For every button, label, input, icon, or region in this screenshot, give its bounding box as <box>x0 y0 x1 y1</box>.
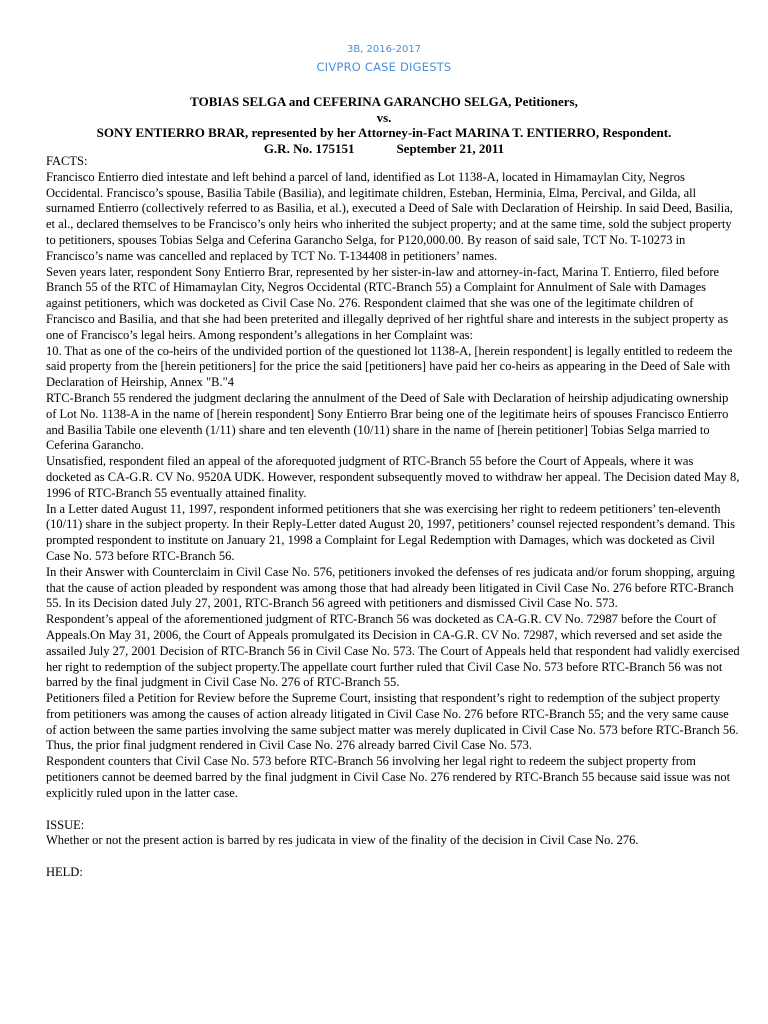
header-subject: CIVPRO CASE DIGESTS <box>316 60 452 74</box>
case-gr-number: G.R. No. 175151 <box>263 140 355 156</box>
held-label: HELD: <box>46 865 83 880</box>
section-spacer <box>46 849 740 865</box>
facts-paragraph: Petitioners filed a Petition for Review before the Supreme Court, insisting that respondent’s right to redemption of the subject property from petitioners was among the causes of action already litigated in Civil Case No. 276 before RTC-Branch 55; and the very same cause of action between the same parties involving the same subject matter was merely duplicated in Civil Case No. 573 before RTC-Branch 56. Thus, the prior final judgment rendered in Civil Case No. 276 already barred Civil Case No. 573. <box>46 691 739 753</box>
case-respondent: SONY ENTIERRO BRAR, represented by her Attorney-in-Fact MARINA T. ENTIERRO, Respondent. <box>96 125 672 140</box>
facts-paragraph: Respondent’s appeal of the aforementioned judgment of RTC-Branch 56 was docketed as CA-G.R. CV No. 72987 before the Court of Appeals.On May 31, 2006, the Court of Appeals promulgated its Decision in CA-G.R. CV No. 72987, which reversed and set aside the assailed July 27, 2001 Decision of RTC-Branch 56 in Civil Case No. 573. The Court of Appeals held that respondent had validly exercised her right to redemption of the subject property.The appellate court further ruled that Civil Case No. 573 before RTC-Branch 56 was not barred by the final judgment in Civil Case No. 276 of RTC-Branch 55. <box>46 612 740 690</box>
facts-paragraph: Seven years later, respondent Sony Entierro Brar, represented by her sister-in-law and attorney-in-fact, Marina T. Entierro, filed before Branch 55 of the RTC of Himamaylan City, Negros Occidental (RTC-Branch 55) a Complaint for Annulment of Sale with Damages against petitioners, which was docketed as Civil Case No. 276. Respondent claimed that she was one of the legitimate children of Francisco and Basilia, and that she had been preterited and illegally deprived of her rightful share and interests in the subject property as one of Francisco’s legal heirs. Among respondent’s allegations in her Complaint was: <box>46 264 729 342</box>
facts-paragraph: Unsatisfied, respondent filed an appeal of the aforequoted judgment of RTC-Branch 55 before the Court of Appeals, where it was docketed as CA-G.R. CV No. 9520A UDK. However, respondent subsequently moved to withdraw her appeal. The Decision dated May 8, 1996 of RTC-Branch 55 eventually attained finality. <box>46 454 740 500</box>
facts-paragraph: RTC-Branch 55 rendered the judgment declaring the annulment of the Deed of Sale with Declaration of heirship adjudicating ownership of Lot No. 1138-A in the name of [herein respondent] Sony Entierro Brar being one of the legitimate heirs of spouses Francisco Entierro and Basilia Tabile one eleventh (1/11) share and ten eleventh (10/11) share in the name of [herein petitioner] Tobias Selga married to Ceferina Garancho. <box>46 390 729 453</box>
facts-paragraph: Respondent counters that Civil Case No. 573 before RTC-Branch 56 involving her legal right to redeem the subject property from petitioners cannot be deemed barred by the final judgment in Civil Case No. 276 rendered by RTC-Branch 55 because said issue was not explicitly ruled upon in the latter case. <box>46 754 731 800</box>
issue-text: Whether or not the present action is barred by res judicata in view of the finality of the decision in Civil Case No. 276. <box>46 833 639 848</box>
section-spacer <box>46 802 740 818</box>
facts-label: FACTS: <box>46 154 88 168</box>
case-title <box>20 94 748 156</box>
facts-paragraph: In a Letter dated August 11, 1997, respondent informed petitioners that she was exercising her right to redeem petitioners’ ten-eleventh (10/11) share in the subject property. In their Reply-Letter dated August 20, 1997, petitioners’ counsel rejected respondent’s demand. This prompted respondent to institute on January 21, 1998 a Complaint for Legal Redemption with Damages, which was docketed as Civil Case No. 573 before RTC-Branch 56. <box>46 501 736 563</box>
facts-paragraph: 10. That as one of the co-heirs of the undivided portion of the questioned lot 1138-A, [herein respondent] is legally entitled to redeem the said property from the [herein petitioners] for the price the said [petitioners] have paid her co-heirs as appearing in the Deed of Sale with Declaration of Heirship, Annex "B."4 <box>46 343 733 390</box>
facts-paragraph: In their Answer with Counterclaim in Civil Case No. 576, petitioners invoked the defenses of res judicata and/or forum shopping, arguing that the cause of action pleaded by respondent was among those that had already been litigated in Civil Case No. 276 before RTC-Branch 55. In its Decision dated July 27, 2001, RTC-Branch 56 agreed with petitioners and dismissed Civil Case No. 573. <box>46 564 735 611</box>
case-versus: vs. <box>376 109 392 125</box>
case-petitioners: TOBIAS SELGA and CEFERINA GARANCHO SELGA, Petitioners, <box>190 94 578 109</box>
header-term: 3B, 2016-2017 <box>346 44 422 55</box>
case-date: September 21, 2011 <box>396 140 505 156</box>
facts-paragraph: Francisco Entierro died intestate and left behind a parcel of land, identified as Lot 1138-A, located in Himamaylan City, Negros Occidental. Francisco’s spouse, Basilia Tabile (Basilia), and legitimate children, Esteban, Herminia, Elma, Percival, and Gilda, all surnamed Entierro (collectively referred to as Basilia, et al.), executed a Deed of Sale with Declaration of Heirship. In said Deed, Basilia, et al., declared themselves to be Francisco’s only heirs who inherited the subject property; and at the same time, sold the subject property to petitioners, spouses Tobias Selga and Ceferina Garancho Selga, for P120,000.00. By reason of said sale, TCT No. T-10273 in Francisco’s name was cancelled and replaced by TCT No. T-134408 in petitioners’ names. <box>46 169 733 263</box>
issue-label: ISSUE: <box>46 817 85 832</box>
digest-body <box>46 154 740 881</box>
